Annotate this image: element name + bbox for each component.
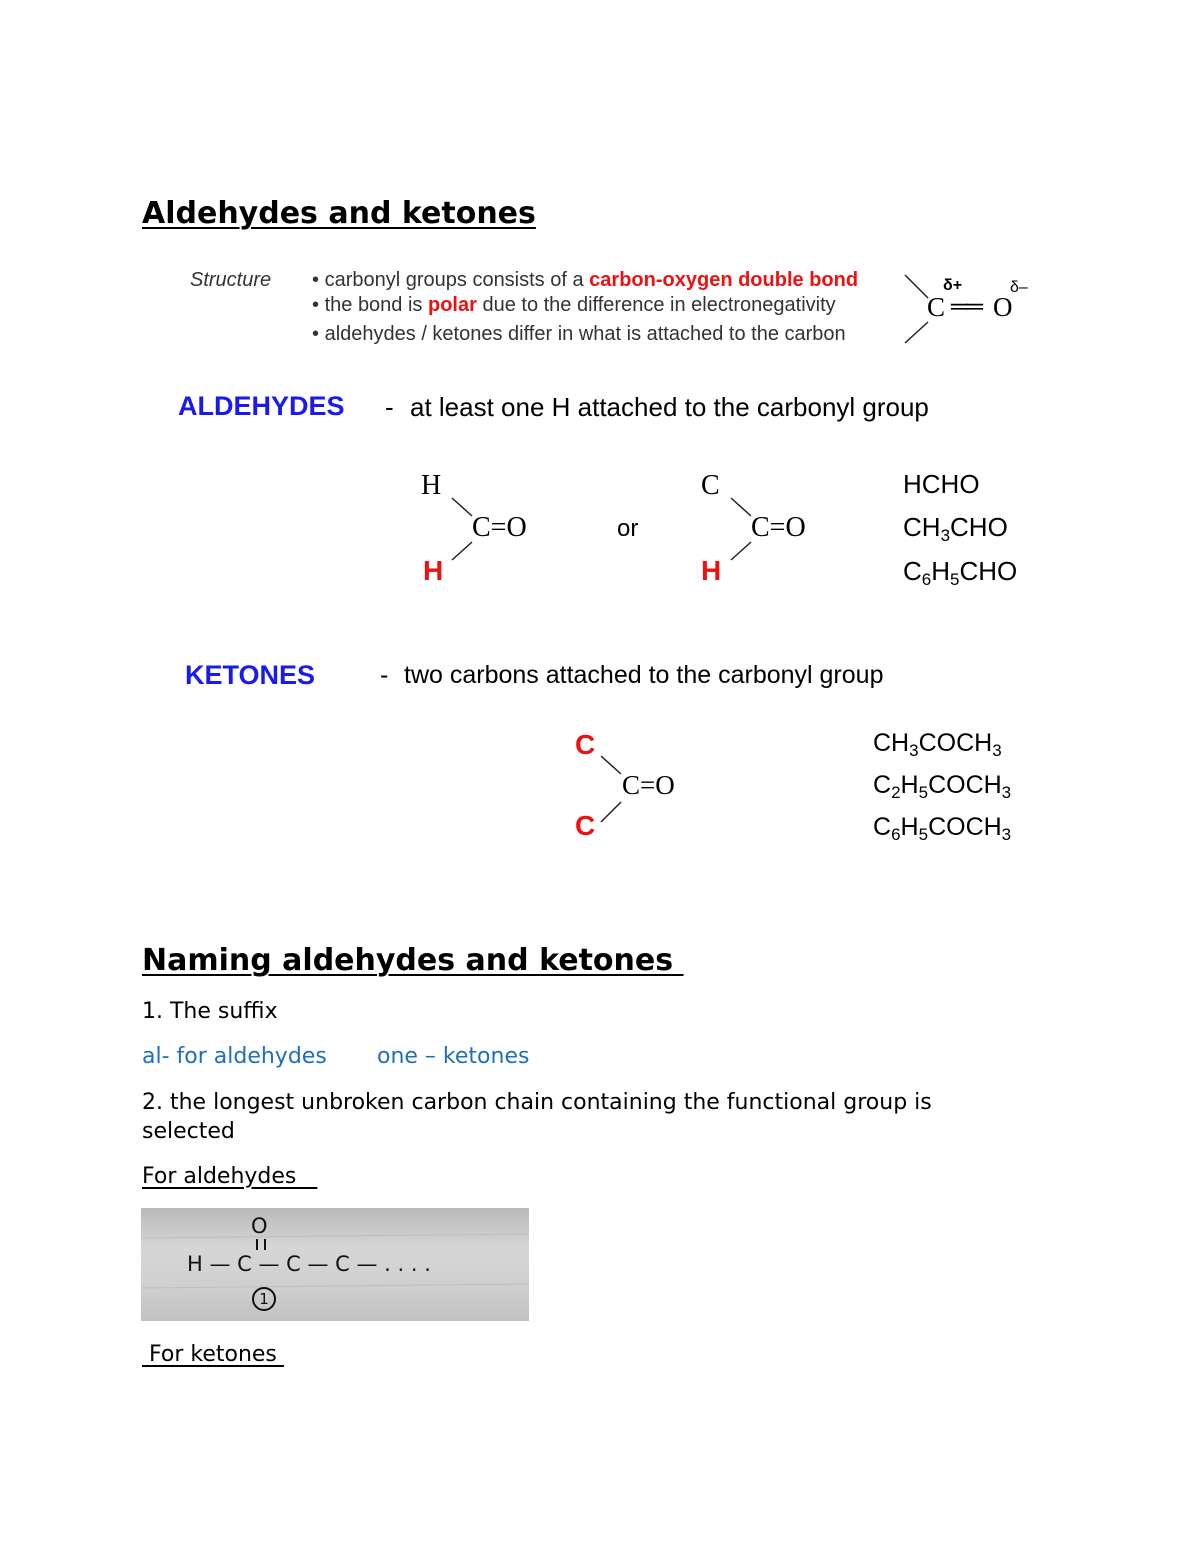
aldehydes-description: at least one H attached to the carbonyl group <box>410 392 929 422</box>
bullet-text-post: due to the difference in electronegativity <box>476 294 836 316</box>
ketones-dash: - <box>380 661 389 689</box>
bullet-mark: • <box>312 294 320 316</box>
aldehyde-struct1-bottom-atom: H <box>423 555 444 586</box>
ketone-struct-bottom-atom: C <box>575 810 596 841</box>
naming-title: Naming aldehydes and ketones <box>142 943 684 978</box>
structure-bullet-3 <box>312 323 846 346</box>
bullet-text: carbonyl groups consists of a <box>324 269 590 291</box>
delta-plus-label: δ+ <box>943 277 963 294</box>
or-label: or <box>617 515 639 542</box>
photo-chain: H — C — C — C — . . . . <box>187 1252 431 1276</box>
naming-rule-2-line-1: 2. the longest unbroken carbon chain containing the functional group is <box>142 1090 932 1115</box>
aldehydes-dash: - <box>385 392 394 422</box>
carbonyl-carbon: C <box>927 292 946 322</box>
structure-bullet-2 <box>312 294 836 317</box>
bullet-mark: • <box>312 269 320 291</box>
bullet-text: aldehydes / ketones differ in what is attached to the carbon <box>324 323 846 345</box>
bullet-highlight: polar <box>428 294 477 316</box>
structure-label: Structure <box>190 269 272 291</box>
naming-rule-1: 1. The suffix <box>142 999 278 1024</box>
naming-rule-2-line-2: selected <box>142 1119 235 1144</box>
aldehyde-struct1-top-atom: H <box>421 470 442 501</box>
aldehyde-chain-photo <box>141 1208 529 1321</box>
carbonyl-oxygen: O <box>993 292 1013 322</box>
structure-bullet-1 <box>312 269 858 292</box>
ketone-formula-3: $C_6H_5COCH_3$ <box>873 813 1012 844</box>
ketone-formula-1: $CH_3COCH_3$ <box>873 729 1002 760</box>
bullet-mark: • <box>312 323 320 345</box>
bullet-highlight: carbon-oxygen double bond <box>589 269 859 291</box>
ketone-struct-top-atom: C <box>575 729 596 760</box>
for-ketones-label: For ketones <box>142 1342 284 1367</box>
aldehyde-formula-3: $C_6H_5CHO$ <box>903 556 1018 589</box>
aldehyde-formula-2: $CH_3CHO$ <box>903 512 1008 545</box>
page-title: Aldehydes and ketones <box>142 196 536 231</box>
suffix-aldehydes: al- for aldehydes <box>142 1044 327 1069</box>
aldehyde-struct1-carbonyl: C=O <box>472 512 527 543</box>
photo-circled-one: 1 <box>252 1287 276 1311</box>
ketone-struct-carbonyl: C=O <box>622 770 675 800</box>
photo-oxygen-label: O <box>251 1214 268 1238</box>
aldehyde-struct2-top-atom: C <box>701 470 720 501</box>
ketone-formula-2: $C_2H_5COCH_3$ <box>873 771 1012 802</box>
for-aldehydes-label: For aldehydes <box>142 1164 318 1189</box>
delta-minus-label: δ– <box>1010 279 1028 296</box>
ketones-description: two carbons attached to the carbonyl group <box>404 661 884 689</box>
aldehyde-struct2-carbonyl: C=O <box>751 512 806 543</box>
suffix-ketones: one – ketones <box>377 1044 530 1069</box>
bullet-text: the bond is <box>324 294 428 316</box>
carbonyl-double-bond: ══ <box>951 294 982 320</box>
aldehyde-formula-1: HCHO <box>903 469 980 499</box>
ketones-heading: KETONES <box>185 660 316 690</box>
aldehydes-heading: ALDEHYDES <box>178 391 345 421</box>
aldehyde-struct2-bottom-atom: H <box>701 555 722 586</box>
